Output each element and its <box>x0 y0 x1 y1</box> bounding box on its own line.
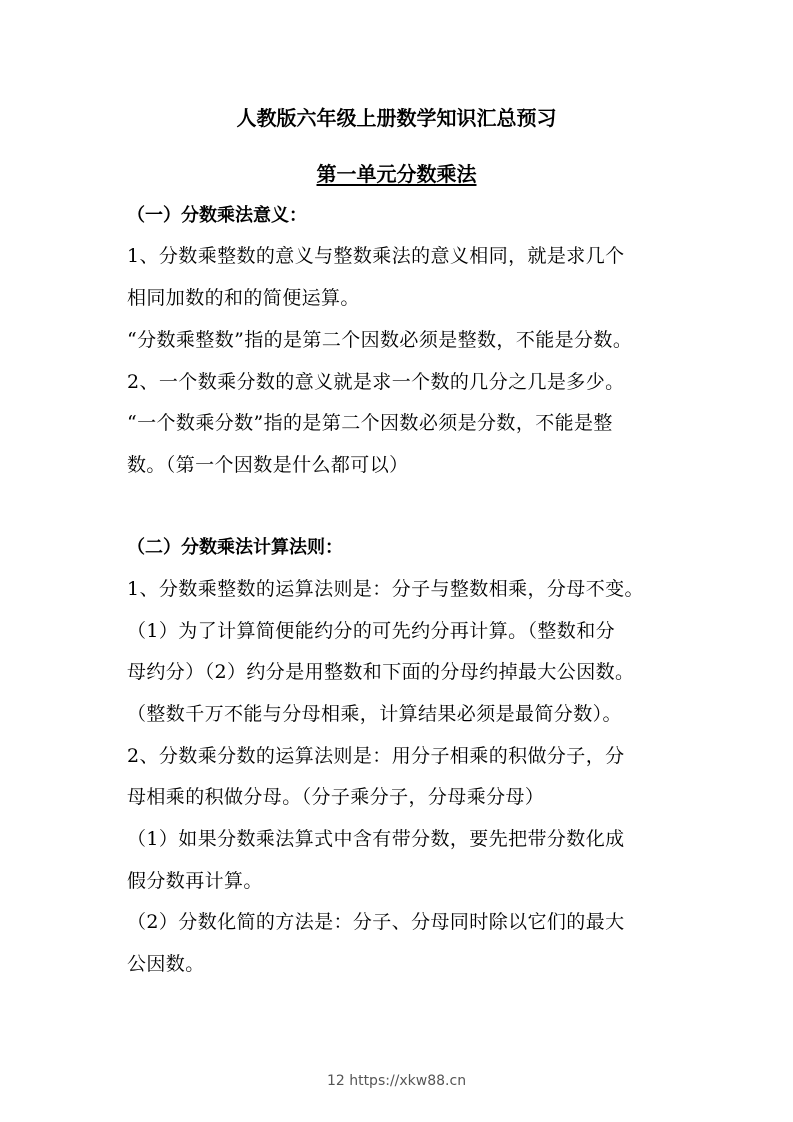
page-footer: 12 https://xkw88.cn <box>326 1073 467 1089</box>
paragraph-line: 1、分数乘整数的运算法则是：分子与整数相乘，分母不变。 <box>127 578 644 600</box>
section-heading-rules: （二）分数乘法计算法则： <box>127 537 343 558</box>
paragraph-line: （1）如果分数乘法算式中含有带分数，要先把带分数化成 <box>127 828 625 850</box>
paragraph-line: “一个数乘分数”指的是第二个因数必须是分数，不能是整 <box>127 412 613 434</box>
paragraph-line: （2）分数化简的方法是：分子、分母同时除以它们的最大 <box>127 911 625 933</box>
paragraph-line: 2、分数乘分数的运算法则是：用分子相乘的积做分子，分 <box>127 745 625 767</box>
paragraph-line: 数。（第一个因数是什么都可以） <box>127 454 409 476</box>
paragraph-line: 1、分数乘整数的意义与整数乘法的意义相同，就是求几个 <box>127 245 625 267</box>
paragraph-line: 2、一个数乘分数的意义就是求一个数的几分之几是多少。 <box>127 371 625 393</box>
paragraph-line: （1）为了计算简便能约分的可先约分再计算。（整数和分 <box>127 620 615 642</box>
paragraph-line: “分数乘整数”指的是第二个因数必须是整数，不能是分数。 <box>127 329 633 351</box>
paragraph-line: 相同加数的和的简便运算。 <box>127 287 360 309</box>
paragraph-line: 假分数再计算。 <box>127 870 263 892</box>
document-title: 人教版六年级上册数学知识汇总预习 <box>236 106 557 130</box>
paragraph-line: 公因数。 <box>127 953 205 975</box>
paragraph-line: 母相乘的积做分母。（分子乘分子，分母乘分母） <box>127 786 545 808</box>
unit-title: 第一单元分数乘法 <box>316 162 477 186</box>
paragraph-line: （整数千万不能与分母相乘，计算结果必须是最简分数）。 <box>127 703 622 725</box>
section-heading-meaning: （一）分数乘法意义： <box>127 205 307 226</box>
paragraph-line: 母约分）（2）约分是用整数和下面的分母约掉最大公因数。 <box>127 661 635 683</box>
